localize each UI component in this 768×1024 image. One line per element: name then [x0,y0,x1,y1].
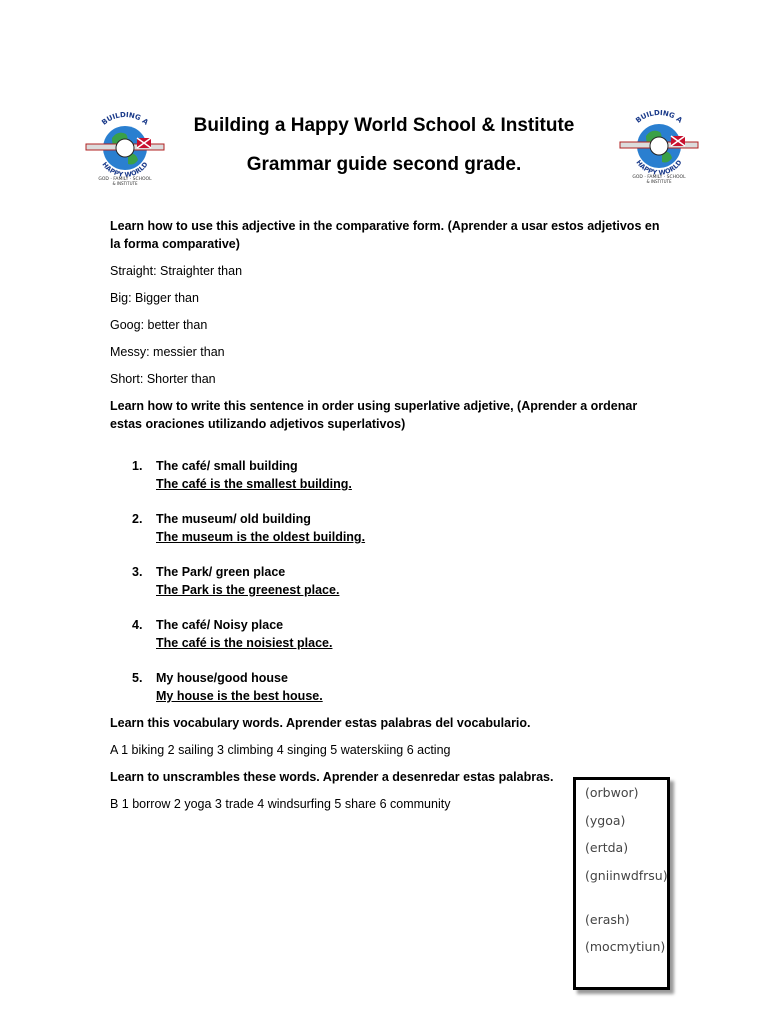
item-prompt: The museum/ old building [156,512,311,526]
superlative-heading: Learn how to write this sentence in order using superlative adjetive, (Aprender a ordenar estas oraciones utilizando adjetivos superlativos) [110,399,638,431]
item-prompt: The Park/ green place [156,565,286,579]
item-number: 4. [132,618,143,632]
superlative-list [110,457,670,705]
item-prompt: The café/ small building [156,459,298,473]
item-number: 3. [132,565,143,579]
scrambled-word: (erash) [585,912,630,927]
logo-top-text: BUILDING A [634,108,684,125]
list-item [110,457,670,493]
comparative-item: Big: Bigger than [110,291,199,305]
item-answer: The Park is the greenest place. [156,583,340,597]
comparative-item: Short: Shorter than [110,372,216,386]
item-prompt: My house/good house [156,671,288,685]
list-item [110,616,670,652]
list-item [110,563,670,599]
item-number: 1. [132,459,143,473]
scrambled-word: (mocmytiun) [585,939,666,954]
list-item [110,669,670,705]
item-number: 5. [132,671,143,685]
item-answer: The café is the smallest building. [156,477,352,491]
logo-motto: GOD · FAMILY · SCHOOL [632,175,686,180]
logo-sub: & INSTITUTE [112,181,138,186]
scrambled-word: (ertda) [585,840,629,855]
comparative-item: Goog: better than [110,318,208,332]
scrambled-word: (orbwor) [585,785,639,800]
item-number: 2. [132,512,143,526]
logo-bottom-text: HAPPY WORLD [100,160,150,180]
logo-bottom-text: HAPPY WORLD [634,158,684,178]
unscramble-line: B 1 borrow 2 yoga 3 trade 4 windsurfing 5 share 6 community [110,797,451,811]
page-subtitle: Grammar guide second grade. [246,154,522,175]
unscramble-heading: Learn to unscrambles these words. Aprender a desenredar estas palabras. [110,770,554,784]
comparative-item: Messy: messier than [110,345,225,359]
scrambled-word: (gniinwdfrsu) [585,868,668,883]
scrambled-words-box [573,777,670,990]
item-answer: My house is the best house. [156,689,323,703]
scrambled-word: (ygoa) [585,813,626,828]
page-title: Building a Happy World School & Institute [193,115,575,136]
document-body [110,217,670,822]
logo-sub: & INSTITUTE [646,179,672,184]
list-item [110,510,670,546]
comparative-heading: Learn how to use this adjective in the comparative form. (Aprender a usar estos adjetivos en la forma comparative) [110,219,660,251]
vocabulary-heading: Learn this vocabulary words. Aprender estas palabras del vocabulario. [110,716,531,730]
item-prompt: The café/ Noisy place [156,618,284,632]
vocabulary-line: A 1 biking 2 sailing 3 climbing 4 singing 5 waterskiing 6 acting [110,743,451,757]
logo-top-text: BUILDING A [100,110,150,127]
comparative-item: Straight: Straighter than [110,264,243,278]
item-answer: The café is the noisiest place. [156,636,333,650]
item-answer: The museum is the oldest building. [156,530,366,544]
logo-motto: GOD · FAMILY · SCHOOL [98,177,152,182]
